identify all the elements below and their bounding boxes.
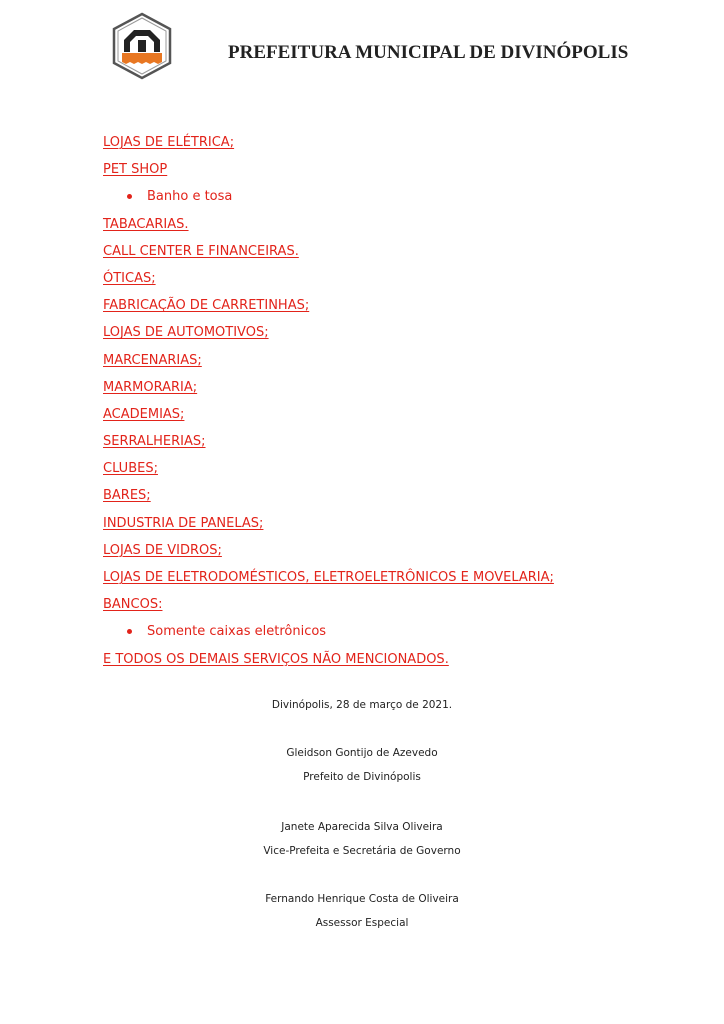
list-item: ACADEMIAS; bbox=[103, 406, 185, 422]
list-item: CLUBES; bbox=[103, 461, 158, 477]
list-item: ÓTICAS; bbox=[103, 270, 156, 286]
list-subitem: Somente caixas eletrônicos bbox=[103, 618, 703, 645]
list-item: LOJAS DE VIDROS; bbox=[103, 542, 222, 558]
signatory-role: Assessor Especial bbox=[315, 917, 409, 929]
list-item: E TODOS OS DEMAIS SERVIÇOS NÃO MENCIONADOS. bbox=[103, 651, 449, 667]
list-item: TABACARIAS. bbox=[103, 216, 189, 232]
list-item: LOJAS DE AUTOMOTIVOS; bbox=[103, 325, 269, 341]
list-item: CALL CENTER E FINANCEIRAS. bbox=[103, 243, 299, 259]
signatory-name: Fernando Henrique Costa de Oliveira bbox=[265, 893, 459, 905]
list-item: FABRICAÇÃO DE CARRETINHAS; bbox=[103, 298, 310, 314]
list-item: PET SHOP bbox=[103, 162, 168, 178]
list-item: INDUSTRIA DE PANELAS; bbox=[103, 515, 264, 531]
list-item: BARES; bbox=[103, 488, 151, 504]
signatory-name: Janete Aparecida Silva Oliveira bbox=[281, 821, 443, 833]
bullet-icon bbox=[127, 629, 132, 634]
list-item: MARCENARIAS; bbox=[103, 352, 202, 368]
list-item: MARMORARIA; bbox=[103, 379, 198, 395]
bullet-icon bbox=[127, 194, 132, 199]
date-line: Divinópolis, 28 de março de 2021. bbox=[271, 699, 453, 711]
city-coat-of-arms-icon bbox=[108, 12, 176, 80]
list-item: BANCOS: bbox=[103, 597, 163, 613]
list-subitem: Banho e tosa bbox=[103, 183, 703, 210]
list-item: LOJAS DE ELETRODOMÉSTICOS, ELETROELETRÔNICOS E MOVELARIA; bbox=[103, 570, 554, 585]
establishment-list bbox=[103, 129, 703, 673]
page-title: PREFEITURA MUNICIPAL DE DIVINÓPOLIS bbox=[228, 42, 629, 63]
signatory-name: Gleidson Gontijo de Azevedo bbox=[286, 747, 438, 759]
signatory-role: Prefeito de Divinópolis bbox=[303, 771, 421, 783]
list-item: SERRALHERIAS; bbox=[103, 434, 206, 450]
signatory-role: Vice-Prefeita e Secretária de Governo bbox=[263, 845, 461, 857]
list-item: LOJAS DE ELÉTRICA; bbox=[103, 135, 235, 150]
